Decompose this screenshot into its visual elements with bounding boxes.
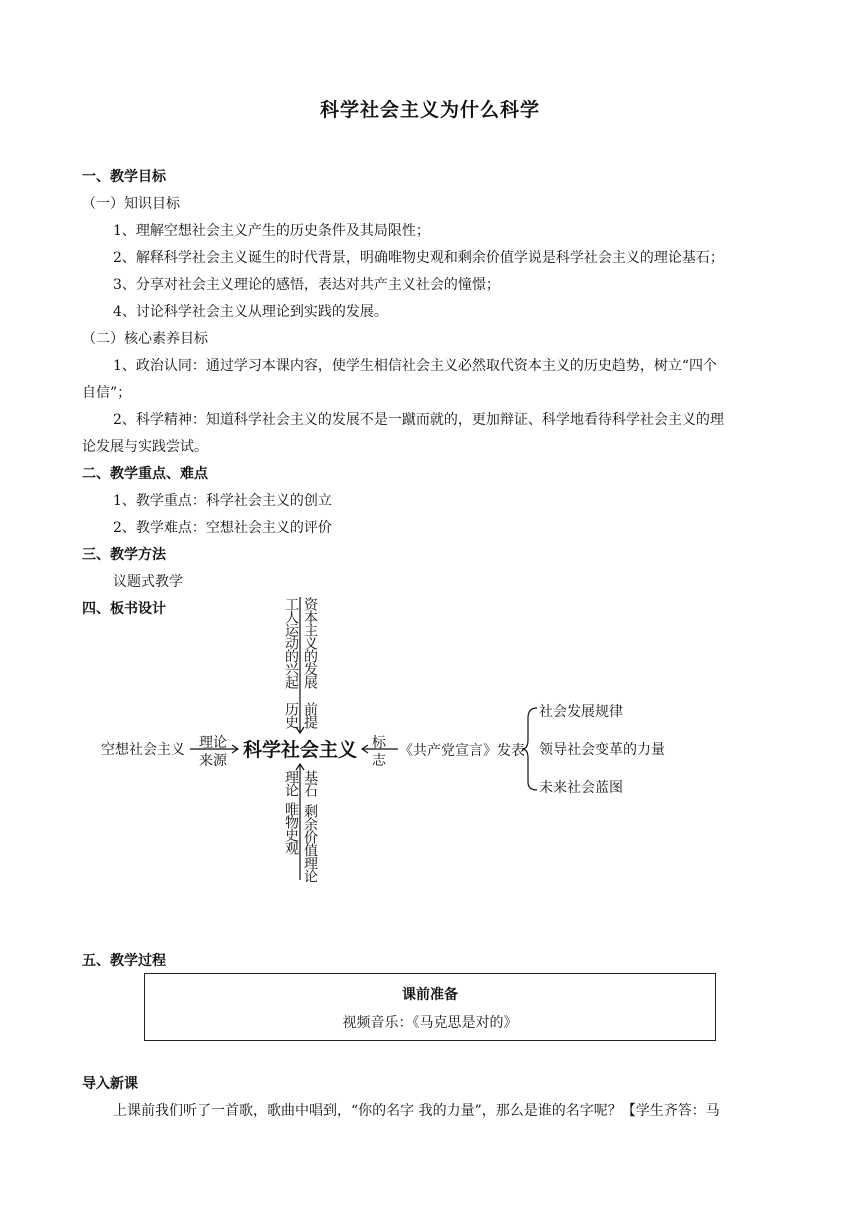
diagram-branch-3: 未来社会蓝图 — [539, 780, 623, 796]
diagram-top-col1-label: 历史 — [283, 702, 299, 728]
core-literacy-1-line1: 1、政治认同：通过学习本课内容，使学生相信社会主义必然取代资本主义的历史趋势，树立“四个 — [113, 358, 718, 374]
core-literacy-2-line2: 论发展与实践尝试。 — [82, 439, 208, 455]
knowledge-goal-3: 3、分享对社会主义理论的感悟，表达对共产主义社会的憧憬； — [113, 277, 500, 293]
intro-paragraph: 上课前我们听了一首歌，歌曲中唱到，“你的名字 我的力量”，那么是谁的名字呢？【学生齐答：马 — [113, 1103, 720, 1119]
diagram-center-node: 科学社会主义 — [243, 739, 358, 761]
diagram-top-col2-label: 前提 — [302, 702, 318, 728]
difficult-point: 2、教学难点：空想社会主义的评价 — [113, 520, 332, 536]
page-title: 科学社会主义为什么科学 — [319, 99, 540, 121]
diagram-bottom-col1: 理论 — [283, 770, 299, 796]
diagram-left-node: 空想社会主义 — [101, 742, 185, 758]
diagram-bottom-col2-label: 剩余价值理论 — [302, 804, 318, 882]
pre-class-title: 课前准备 — [402, 987, 458, 1003]
diagram-left-label-bottom: 来源 — [199, 753, 227, 769]
diagram-branch-2: 领导社会变革的力量 — [539, 742, 665, 758]
diagram-branch-1: 社会发展规律 — [539, 704, 623, 720]
diagram-right-node: 《共产党宣言》发表 — [399, 743, 525, 759]
pre-class-box — [144, 973, 716, 1041]
section-5-heading: 五、教学过程 — [82, 953, 166, 969]
core-literacy-subheading: （二）核心素养目标 — [82, 331, 208, 347]
knowledge-goal-1: 1、理解空想社会主义产生的历史条件及其局限性； — [113, 223, 430, 239]
diagram-bottom-col1-label: 唯物史观 — [283, 802, 299, 854]
diagram-top-col1: 工人运动的兴起 — [283, 597, 299, 688]
core-literacy-2-line1: 2、科学精神：知道科学社会主义的发展不是一蹴而就的，更加辩证、科学地看待科学社会主义的理 — [113, 412, 724, 428]
section-1-heading: 一、教学目标 — [82, 169, 166, 185]
pre-class-content: 视频音乐：《马克思是对的》 — [342, 1015, 518, 1031]
diagram-top-col2: 资本主义的发展 — [302, 597, 318, 688]
core-literacy-1-line2: 自信”； — [82, 385, 132, 401]
knowledge-goal-4: 4、讨论科学社会主义从理论到实践的发展。 — [113, 304, 388, 320]
knowledge-goal-2: 2、解释科学社会主义诞生的时代背景，明确唯物史观和剩余价值学说是科学社会主义的理论基石； — [113, 250, 724, 266]
diagram-right-label-bottom: 志 — [372, 753, 386, 769]
diagram-left-label-top: 理论 — [199, 735, 227, 751]
section-3-heading: 三、教学方法 — [82, 547, 166, 563]
knowledge-goal-subheading: （一）知识目标 — [82, 196, 180, 212]
section-2-heading: 二、教学重点、难点 — [82, 466, 208, 482]
key-point: 1、教学重点：科学社会主义的创立 — [113, 493, 332, 509]
section-4-heading: 四、板书设计 — [82, 601, 166, 617]
teaching-method: 议题式教学 — [113, 574, 183, 590]
diagram-right-label-top: 标 — [372, 735, 386, 751]
diagram-bottom-col2: 基石 — [302, 770, 318, 796]
intro-heading: 导入新课 — [82, 1076, 138, 1092]
